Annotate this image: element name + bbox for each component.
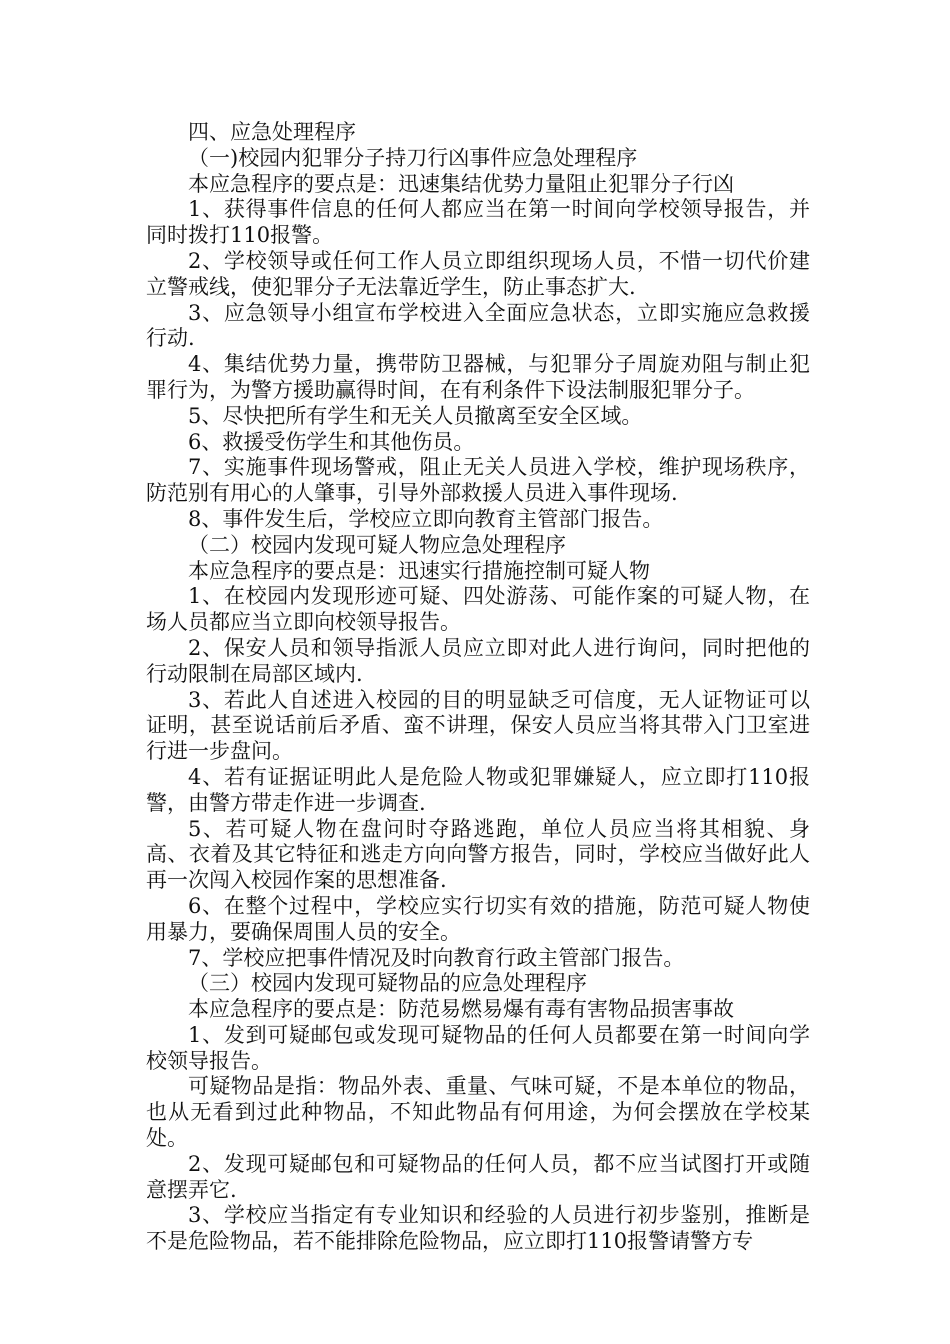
paragraph: 3、学校应当指定有专业知识和经验的人员进行初步鉴别，推断是不是危险物品，若不能排除危险物品，应立即打110报警请警方专 — [146, 1203, 810, 1254]
paragraph: 3、应急领导小组宣布学校进入全面应急状态，立即实施应急救援行动. — [146, 300, 810, 351]
paragraph: 本应急程序的要点是：迅速实行措施控制可疑人物 — [188, 558, 650, 583]
paragraph: 1、在校园内发现形迹可疑、四处游荡、可能作案的可疑人物，在场人员都应当立即向校领导报告。 — [146, 584, 810, 635]
paragraph: 2、学校领导或任何工作人员立即组织现场人员，不惜一切代价建立警戒线，使犯罪分子无法靠近学生，防止事态扩大. — [146, 248, 810, 299]
paragraph: 2、发现可疑邮包和可疑物品的任何人员，都不应当试图打开或随意摆弄它. — [146, 1151, 810, 1202]
paragraph: 5、若可疑人物在盘问时夺路逃跑，单位人员应当将其相貌、身高、衣着及其它特征和逃走方向向警方报告，同时，学校应当做好此人再一次闯入校园作案的思想准备. — [146, 816, 810, 893]
paragraph: 7、学校应把事件情况及时向教育行政主管部门报告。 — [188, 945, 685, 970]
subsection-heading: （一)校园内犯罪分子持刀行凶事件应急处理程序 — [188, 145, 638, 170]
paragraph: 本应急程序的要点是：防范易燃易爆有毒有害物品损害事故 — [188, 997, 734, 1022]
subsection-heading: （三）校园内发现可疑物品的应急处理程序 — [188, 971, 587, 996]
section-heading: 四、应急处理程序 — [188, 120, 356, 144]
paragraph: 6、救援受伤学生和其他伤员。 — [188, 429, 475, 454]
paragraph: 2、保安人员和领导指派人员应立即对此人进行询问，同时把他的行动限制在局部区域内. — [146, 635, 810, 686]
paragraph: 6、在整个过程中，学校应实行切实有效的措施，防范可疑人物使用暴力，要确保周围人员的安全。 — [146, 893, 810, 944]
subsection-heading: （二）校园内发现可疑人物应急处理程序 — [188, 532, 566, 557]
paragraph: 3、若此人自述进入校园的目的明显缺乏可信度，无人证物证可以证明，甚至说话前后矛盾、蛮不讲理，保安人员应当将其带入门卫室进行进一步盘问。 — [146, 687, 810, 764]
paragraph: 8、事件发生后，学校应立即向教育主管部门报告。 — [188, 506, 664, 531]
paragraph: 1、发到可疑邮包或发现可疑物品的任何人员都要在第一时间向学校领导报告。 — [146, 1022, 810, 1073]
document-body — [146, 120, 810, 1255]
paragraph: 7、实施事件现场警戒，阻止无关人员进入学校，维护现场秩序，防范别有用心的人肇事，引导外部救援人员进入事件现场. — [146, 455, 810, 506]
paragraph: 5、尽快把所有学生和无关人员撤离至安全区域。 — [188, 403, 643, 428]
paragraph: 4、若有证据证明此人是危险人物或犯罪嫌疑人，应立即打110报警，由警方带走作进一步调查. — [146, 764, 810, 815]
paragraph: 1、获得事件信息的任何人都应当在第一时间向学校领导报告，并同时拨打110报警。 — [146, 197, 810, 248]
paragraph: 可疑物品是指：物品外表、重量、气味可疑，不是本单位的物品，也从无看到过此种物品，不知此物品有何用途，为何会摆放在学校某处。 — [146, 1074, 810, 1151]
paragraph: 本应急程序的要点是：迅速集结优势力量阻止犯罪分子行凶 — [188, 171, 734, 196]
paragraph: 4、集结优势力量，携带防卫器械，与犯罪分子周旋劝阻与制止犯罪行为，为警方援助赢得时间，在有利条件下设法制服犯罪分子。 — [146, 352, 810, 402]
